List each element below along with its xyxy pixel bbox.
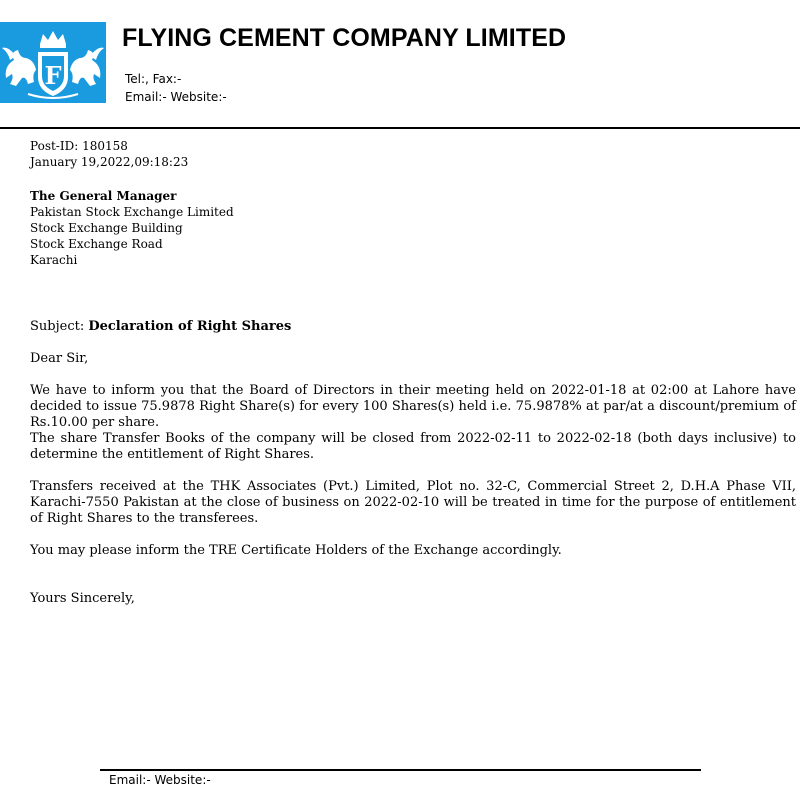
company-logo-icon [0,22,106,103]
subject-text: Declaration of Right Shares [88,319,292,334]
addressee-block [30,188,234,268]
svg-text:F: F [44,61,62,90]
addressee-line: Stock Exchange Road [30,237,163,251]
addressee-title: The General Manager [30,189,177,203]
company-name: FLYING CEMENT COMPANY LIMITED [122,24,567,52]
paragraph-book-closure: The share Transfer Books of the company will be closed from 2022-02-11 to 2022-02-18 (both days inclusive) to determine the entitlement of Right Shares. [30,431,796,462]
paragraph-board-decision: We have to inform you that the Board of Directors in their meeting held on 2022-01-18 at 02:00 at Lahore have decided to issue 75.9878 Right Share(s) for every 100 Shares(s) held i.e. 75.9878% at par/at a discount/premium of Rs.10.00 per share. [30,383,796,430]
salutation: Dear Sir, [30,351,89,366]
header-divider [0,127,800,129]
post-id: Post-ID: 180158 [30,139,128,153]
post-date: January 19,2022,09:18:23 [30,155,189,169]
addressee-line: Stock Exchange Building [30,221,183,235]
closing: Yours Sincerely, [30,591,135,606]
footer-email-website: Email:- Website:- [109,773,211,787]
footer-divider [100,769,701,771]
paragraph-transfers: Transfers received at the THK Associates (Pvt.) Limited, Plot no. 32-C, Commercial Street 2, D.H.A Phase VII, Karachi-7550 Pakistan at the close of business on 2022-02-10 will be treated in time for the purpose of entitlement of Right Shares to the transferees. [30,479,796,526]
paragraph-inform-holders: You may please inform the TRE Certificate Holders of the Exchange accordingly. [30,543,562,558]
contact-email-website: Email:- Website:- [125,90,227,104]
addressee-line: Karachi [30,253,78,267]
contact-tel-fax: Tel:, Fax:- [125,72,182,86]
addressee-line: Pakistan Stock Exchange Limited [30,205,234,219]
subject-label: Subject: [30,319,89,334]
subject-line [30,319,796,335]
